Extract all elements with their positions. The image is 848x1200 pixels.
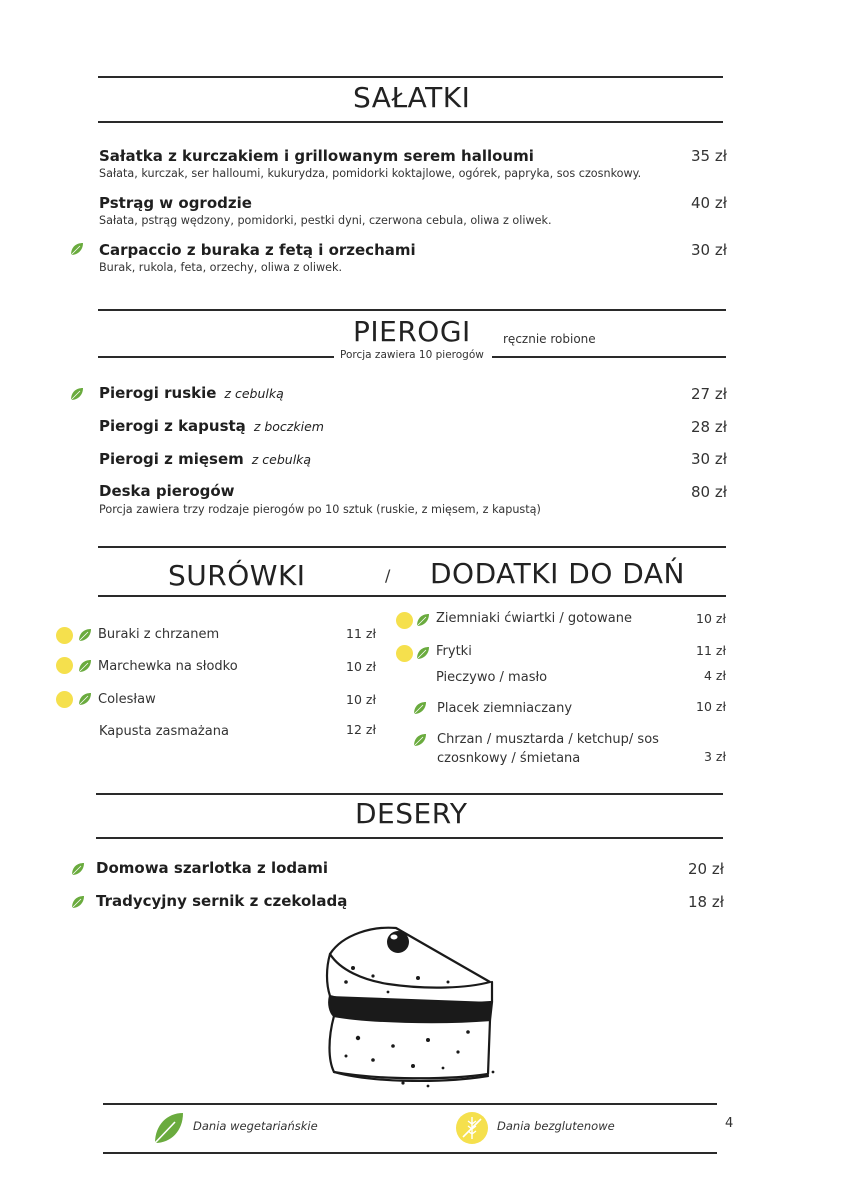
cake-slice-illustration xyxy=(318,920,498,1090)
salad-3-price: 30 zł xyxy=(691,241,727,259)
vegetarian-leaf-icon xyxy=(413,733,427,747)
vegetarian-legend-leaf-icon xyxy=(153,1111,185,1145)
dodatek-5-name-line2: czosnkowy / śmietana xyxy=(437,751,581,766)
vegetarian-leaf-icon xyxy=(78,659,92,673)
salatki-bottom-rule xyxy=(98,121,723,123)
salad-1-name: Sałatka z kurczakiem i grillowanym serem halloumi xyxy=(99,147,534,165)
pierogi-2-name: Pierogi z kapustą z boczkiem xyxy=(99,417,324,435)
vegetarian-leaf-icon xyxy=(78,628,92,642)
dodatek-4-price: 10 zł xyxy=(696,699,726,714)
pierogi-3-price: 30 zł xyxy=(691,450,727,468)
pierogi-subtitle: ręcznie robione xyxy=(503,332,596,346)
salad-3-desc: Burak, rukola, feta, orzechy, oliwa z oliwek. xyxy=(99,261,343,274)
footer-top-rule xyxy=(103,1103,717,1105)
vegetarian-leaf-icon xyxy=(413,701,427,715)
pierogi-2-price: 28 zł xyxy=(691,418,727,436)
legend-gluten-free: Dania bezglutenowe xyxy=(497,1119,615,1133)
salad-3-name: Carpaccio z buraka z fetą i orzechami xyxy=(99,241,416,259)
vegetarian-leaf-icon xyxy=(70,387,84,401)
deser-2-price: 18 zł xyxy=(688,893,724,911)
gluten-free-icon xyxy=(396,645,413,662)
surowki-title: SURÓWKI xyxy=(168,559,306,592)
deser-1-price: 20 zł xyxy=(688,860,724,878)
sides-top-rule xyxy=(98,546,726,548)
desery-title: DESERY xyxy=(355,797,468,830)
vegetarian-leaf-icon xyxy=(416,646,430,660)
pierogi-3-name: Pierogi z mięsem z cebulką xyxy=(99,450,312,468)
pierogi-1-price: 27 zł xyxy=(691,385,727,403)
page-number: 4 xyxy=(725,1116,734,1131)
title-separator: / xyxy=(385,566,391,585)
pierogi-1-name: Pierogi ruskie z cebulką xyxy=(99,384,284,402)
vegetarian-leaf-icon xyxy=(70,242,84,256)
salad-1-desc: Sałata, kurczak, ser halloumi, kukurydza, pomidorki koktajlowe, ogórek, papryka, sos czosnkowy. xyxy=(99,167,642,180)
dodatek-1-price: 10 zł xyxy=(696,611,726,626)
desery-top-rule xyxy=(96,793,723,795)
salad-2-desc: Sałata, pstrąg wędzony, pomidorki, pestki dyni, czerwona cebula, oliwa z oliwek. xyxy=(99,214,552,227)
surowka-1-name: Buraki z chrzanem xyxy=(98,627,220,642)
salad-2-name: Pstrąg w ogrodzie xyxy=(99,194,252,212)
pierogi-top-rule xyxy=(98,309,726,311)
vegetarian-leaf-icon xyxy=(78,692,92,706)
surowka-2-price: 10 zł xyxy=(346,659,376,674)
salad-1-price: 35 zł xyxy=(691,147,727,165)
surowka-4-price: 12 zł xyxy=(346,722,376,737)
vegetarian-leaf-icon xyxy=(71,862,85,876)
dodatek-4-name: Placek ziemniaczany xyxy=(437,701,573,716)
gluten-free-icon xyxy=(56,627,73,644)
vegetarian-leaf-icon xyxy=(71,895,85,909)
desery-bottom-rule xyxy=(96,837,723,839)
surowka-3-price: 10 zł xyxy=(346,692,376,707)
pierogi-bottom-rule-left xyxy=(98,356,334,358)
pierogi-4-desc: Porcja zawiera trzy rodzaje pierogów po 10 sztuk (ruskie, z mięsem, z kapustą) xyxy=(99,503,541,516)
salatki-title: SAŁATKI xyxy=(353,81,471,114)
deser-1-name: Domowa szarlotka z lodami xyxy=(96,859,329,877)
pierogi-portion: Porcja zawiera 10 pierogów xyxy=(340,349,484,361)
surowka-1-price: 11 zł xyxy=(346,626,376,641)
pierogi-2-note: z boczkiem xyxy=(253,419,324,434)
gluten-free-icon xyxy=(56,691,73,708)
dodatek-5-price: 3 zł xyxy=(703,749,726,764)
surowka-4-name: Kapusta zasmażana xyxy=(99,724,229,739)
pierogi-1-note: z cebulką xyxy=(224,386,284,401)
deser-2-name: Tradycyjny sernik z czekoladą xyxy=(96,892,348,910)
gluten-free-legend-icon xyxy=(455,1111,489,1145)
pierogi-title: PIEROGI xyxy=(353,315,471,348)
dodatek-2-name: Frytki xyxy=(436,644,472,659)
legend-vegetarian: Dania wegetariańskie xyxy=(193,1119,318,1133)
pierogi-bottom-rule-right xyxy=(492,356,726,358)
surowka-3-name: Colesław xyxy=(98,692,156,707)
surowka-2-name: Marchewka na słodko xyxy=(98,659,238,674)
dodatek-2-price: 11 zł xyxy=(696,643,726,658)
dodatek-3-name: Pieczywo / masło xyxy=(436,670,548,685)
gluten-free-icon xyxy=(396,612,413,629)
sides-bottom-rule xyxy=(98,595,726,597)
dodatek-1-name: Ziemniaki ćwiartki / gotowane xyxy=(436,611,632,626)
gluten-free-icon xyxy=(56,657,73,674)
pierogi-4-price: 80 zł xyxy=(691,483,727,501)
dodatek-5-name-line1: Chrzan / musztarda / ketchup/ sos xyxy=(437,732,659,747)
dodatek-3-price: 4 zł xyxy=(703,668,726,683)
dodatki-title: DODATKI DO DAŃ xyxy=(430,557,685,590)
vegetarian-leaf-icon xyxy=(416,613,430,627)
salad-2-price: 40 zł xyxy=(691,194,727,212)
pierogi-3-note: z cebulką xyxy=(251,452,312,467)
footer-bottom-rule xyxy=(103,1152,717,1154)
pierogi-4-name: Deska pierogów xyxy=(99,482,235,500)
salatki-top-rule xyxy=(98,76,723,78)
